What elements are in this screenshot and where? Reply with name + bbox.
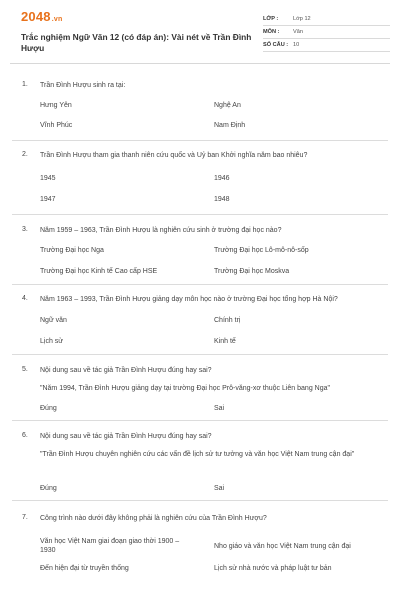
answer-option-false[interactable]: Sai bbox=[214, 485, 225, 492]
question-6: 6. Nội dung sau về tác giả Trần Đình Hượu đúng hay sai? "Trần Đình Hượu chuyên nghiên cứu các vấn đề lịch sử tư tưởng và văn học Việt Nam trung cận đại" Đúng Sai bbox=[12, 421, 388, 501]
answer-option[interactable]: Vĩnh Phúc bbox=[40, 122, 73, 129]
statement-quote: "Trần Đình Hượu chuyên nghiên cứu các vấn đề lịch sử tư tưởng và văn học Việt Nam trung cận đại" bbox=[40, 451, 355, 458]
question-5: 5. Nội dung sau về tác giả Trần Đình Hượu đúng hay sai? "Năm 1994, Trần Đình Hượu giảng dạy tại trường Đại học Prô-văng-xơ thuộc Liên bang Nga" Đúng Sai bbox=[12, 355, 388, 421]
answer-option[interactable]: Ngữ văn bbox=[40, 317, 67, 324]
question-list bbox=[10, 64, 390, 591]
answer-option[interactable]: Kinh tế bbox=[214, 338, 236, 345]
answer-option[interactable]: Trường Đại học Lô-mô-nô-sốp bbox=[214, 247, 309, 254]
answer-option[interactable]: Trường Đại học Moskva bbox=[214, 268, 290, 275]
quiz-meta bbox=[263, 13, 390, 52]
answer-option[interactable]: Văn học Việt Nam giai đoạn giao thời 1900 – 1930 bbox=[40, 538, 180, 554]
answer-options bbox=[29, 101, 388, 130]
answer-options bbox=[29, 174, 388, 204]
answer-options bbox=[29, 246, 388, 276]
meta-subject: MÔN : Văn bbox=[263, 26, 390, 39]
answer-option[interactable]: Lịch sử bbox=[40, 338, 63, 345]
site-logo[interactable]: 2048.vn bbox=[21, 9, 63, 24]
answer-option[interactable]: Hưng Yên bbox=[40, 102, 72, 109]
answer-option[interactable]: Trường Đại học Nga bbox=[40, 247, 104, 254]
answer-option[interactable]: Nho giáo và văn học Việt Nam trung cận đại bbox=[214, 542, 351, 550]
page-header bbox=[10, 0, 390, 64]
answer-option[interactable]: Trường Đại học Kinh tế Cao cấp HSE bbox=[40, 268, 158, 275]
answer-option[interactable]: Nam Định bbox=[214, 122, 246, 129]
question-4: 4. Năm 1963 – 1993, Trần Đình Hượu giảng dạy môn học nào ở trường Đại học tổng hợp Hà Nội? Ngữ văn Chính trị Lịch sử Kinh tế bbox=[12, 285, 388, 355]
question-2: 2. Trần Đình Hượu tham gia thanh niên cứu quốc và Uỷ ban Khởi nghĩa năm bao nhiêu? 1945 1946 1947 1948 bbox=[12, 141, 388, 215]
question-7: 7. Công trình nào dưới đây không phải là nghiên cứu của Trần Đình Hượu? Văn học Việt Nam giai đoạn giao thời 1900 – 1930 Nho giáo và văn học Việt Nam trung cận đại Đến hiện đại từ truyền thống Lịch sử nhà nước và pháp luật tư bản bbox=[12, 501, 388, 591]
statement-quote: "Năm 1994, Trần Đình Hượu giảng dạy tại trường Đại học Prô-văng-xơ thuộc Liên bang Nga" bbox=[40, 385, 330, 392]
answer-option[interactable]: 1946 bbox=[214, 175, 230, 182]
answer-option[interactable]: Đến hiện đại từ truyền thống bbox=[40, 565, 129, 572]
answer-option[interactable]: 1948 bbox=[214, 196, 230, 203]
question-1: 1. Trần Đình Hượu sinh ra tại: Hưng Yên Nghệ An Vĩnh Phúc Nam Định bbox=[12, 64, 388, 141]
meta-class: LỚP : Lớp 12 bbox=[263, 13, 390, 26]
answer-option[interactable]: Lịch sử nhà nước và pháp luật tư bản bbox=[214, 565, 332, 572]
question-3: 3. Năm 1959 – 1963, Trần Đình Hượu là nghiên cứu sinh ở trường đại học nào? Trường Đại học Nga Trường Đại học Lô-mô-nô-sốp Trường Đại học Kinh tế Cao cấp HSE Trường Đại học Moskva bbox=[12, 215, 388, 285]
answer-option-true[interactable]: Đúng bbox=[40, 405, 57, 412]
answer-option-true[interactable]: Đúng bbox=[40, 485, 57, 492]
answer-options bbox=[29, 404, 388, 413]
answer-options bbox=[29, 316, 388, 346]
page-title: Trắc nghiệm Ngữ Văn 12 (có đáp án): Vài nét về Trần Đình Hượu bbox=[21, 32, 252, 53]
meta-question-count: SỐ CÂU : 10 bbox=[263, 39, 390, 52]
answer-option[interactable]: Nghệ An bbox=[214, 102, 241, 109]
answer-options bbox=[29, 536, 388, 573]
answer-option[interactable]: 1947 bbox=[40, 196, 56, 203]
answer-option[interactable]: 1945 bbox=[40, 175, 56, 182]
answer-options bbox=[29, 484, 388, 493]
answer-option-false[interactable]: Sai bbox=[214, 405, 225, 412]
answer-option[interactable]: Chính trị bbox=[214, 317, 241, 324]
